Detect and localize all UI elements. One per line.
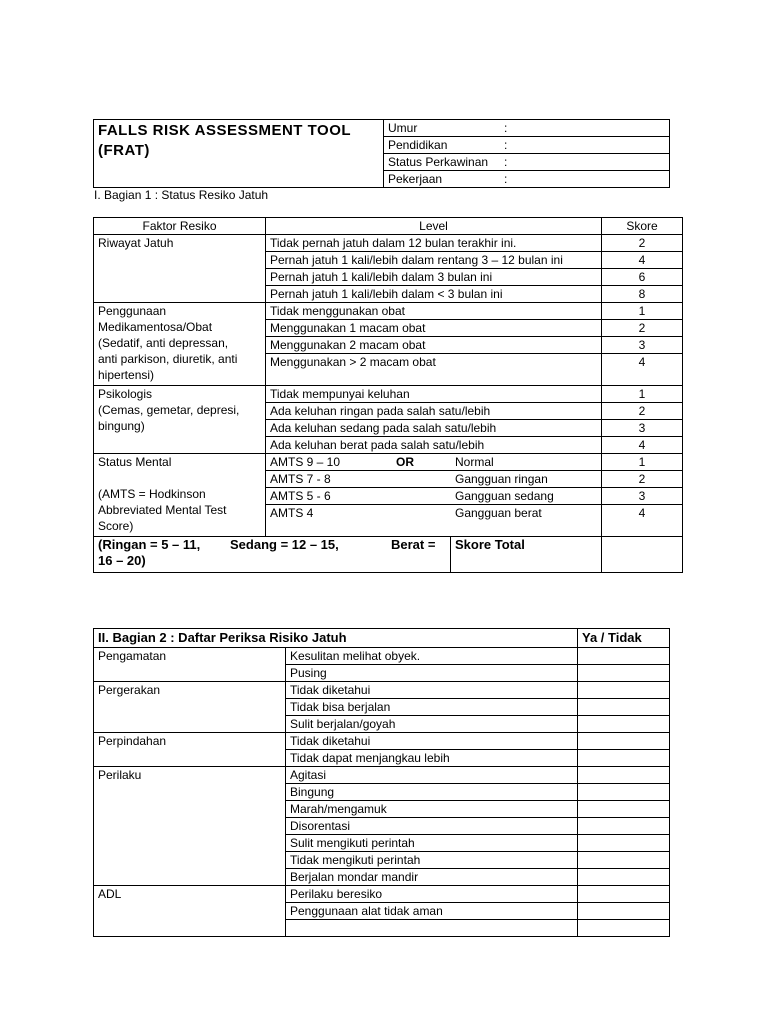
score-cell: 1 — [602, 303, 683, 320]
col-header-factor: Faktor Resiko — [94, 218, 266, 235]
checklist-item: Tidak dapat menjangkau lebih — [286, 750, 578, 767]
section1-heading: I. Bagian 1 : Status Resiko Jatuh — [94, 188, 269, 202]
checklist-answer-cell[interactable] — [578, 818, 670, 835]
checklist-item: Pusing — [286, 665, 578, 682]
score-cell: 2 — [602, 235, 683, 252]
score-range-legend: (Ringan = 5 – 11, Sedang = 12 – 15, Berat = 16 – 20) — [94, 537, 451, 573]
level-cell: Tidak pernah jatuh dalam 12 bulan terakhir ini. — [266, 235, 602, 252]
checklist-answer-cell[interactable] — [578, 733, 670, 750]
field-umur[interactable]: Umur : — [384, 120, 670, 137]
factor-cell: Psikologis (Cemas, gemetar, depresi, bingung) — [94, 386, 266, 454]
amts-cell: AMTS 7 - 8 Gangguan ringan — [266, 471, 602, 488]
form-subtitle: (FRAT) — [98, 142, 150, 159]
checklist-answer-cell[interactable] — [578, 835, 670, 852]
checklist-answer-cell[interactable] — [578, 784, 670, 801]
score-cell: 4 — [602, 252, 683, 269]
checklist-item: Sulit berjalan/goyah — [286, 716, 578, 733]
score-cell: 1 — [602, 386, 683, 403]
checklist-item: Agitasi — [286, 767, 578, 784]
checklist-item: Perilaku beresiko — [286, 886, 578, 903]
checklist-answer-cell[interactable] — [578, 886, 670, 903]
factor-cell: Riwayat Jatuh — [94, 235, 266, 303]
total-score-value[interactable] — [602, 537, 683, 573]
score-cell: 3 — [602, 420, 683, 437]
score-cell: 3 — [602, 488, 683, 505]
level-cell: Tidak mempunyai keluhan — [266, 386, 602, 403]
factor-cell: Status Mental (AMTS = Hodkinson Abbreviated Mental Test Score) — [94, 454, 266, 537]
checklist-answer-cell[interactable] — [578, 767, 670, 784]
level-cell: Menggunakan 1 macam obat — [266, 320, 602, 337]
checklist-item: Penggunaan alat tidak aman — [286, 903, 578, 920]
checklist-item: Kesulitan melihat obyek. — [286, 648, 578, 665]
level-cell: Pernah jatuh 1 kali/lebih dalam < 3 bulan ini — [266, 286, 602, 303]
score-cell: 4 — [602, 505, 683, 537]
risk-status-table — [93, 217, 683, 573]
score-cell: 2 — [602, 403, 683, 420]
checklist-item: Tidak diketahui — [286, 733, 578, 750]
level-cell: Tidak menggunakan obat — [266, 303, 602, 320]
checklist-category: Perpindahan — [94, 733, 286, 767]
fall-risk-checklist-table — [93, 628, 670, 937]
section2-heading: II. Bagian 2 : Daftar Periksa Risiko Jatuh — [94, 629, 578, 648]
score-cell: 4 — [602, 437, 683, 454]
amts-cell: AMTS 9 – 10 OR Normal — [266, 454, 602, 471]
field-pendidikan[interactable]: Pendidikan : — [384, 137, 670, 154]
checklist-item: Berjalan mondar mandir — [286, 869, 578, 886]
score-cell: 8 — [602, 286, 683, 303]
score-cell: 6 — [602, 269, 683, 286]
checklist-category: ADL — [94, 886, 286, 937]
col-header-level: Level — [266, 218, 602, 235]
col-header-answer: Ya / Tidak — [578, 629, 670, 648]
amts-cell: AMTS 5 - 6 Gangguan sedang — [266, 488, 602, 505]
checklist-answer-cell[interactable] — [578, 903, 670, 920]
header-table — [93, 119, 670, 188]
score-cell: 4 — [602, 354, 683, 386]
checklist-item: Tidak bisa berjalan — [286, 699, 578, 716]
score-cell: 2 — [602, 471, 683, 488]
checklist-item — [286, 920, 578, 937]
or-label: OR — [396, 455, 414, 469]
checklist-answer-cell[interactable] — [578, 665, 670, 682]
checklist-answer-cell[interactable] — [578, 699, 670, 716]
checklist-category: Pengamatan — [94, 648, 286, 682]
checklist-answer-cell[interactable] — [578, 869, 670, 886]
checklist-item: Marah/mengamuk — [286, 801, 578, 818]
level-cell: Menggunakan 2 macam obat — [266, 337, 602, 354]
checklist-answer-cell[interactable] — [578, 716, 670, 733]
score-cell: 3 — [602, 337, 683, 354]
checklist-answer-cell[interactable] — [578, 750, 670, 767]
form-title-cell — [94, 120, 384, 188]
checklist-category: Perilaku — [94, 767, 286, 886]
checklist-item: Tidak diketahui — [286, 682, 578, 699]
total-score-label: Skore Total — [451, 537, 602, 573]
score-cell: 1 — [602, 454, 683, 471]
checklist-answer-cell[interactable] — [578, 852, 670, 869]
checklist-answer-cell[interactable] — [578, 920, 670, 937]
checklist-answer-cell[interactable] — [578, 648, 670, 665]
form-title: FALLS RISK ASSESSMENT TOOL — [98, 122, 352, 139]
checklist-item: Disorentasi — [286, 818, 578, 835]
checklist-item: Sulit mengikuti perintah — [286, 835, 578, 852]
score-cell: 2 — [602, 320, 683, 337]
field-status-perkawinan[interactable]: Status Perkawinan : — [384, 154, 670, 171]
checklist-item: Tidak mengikuti perintah — [286, 852, 578, 869]
level-cell: Ada keluhan sedang pada salah satu/lebih — [266, 420, 602, 437]
checklist-category: Pergerakan — [94, 682, 286, 733]
field-pekerjaan[interactable]: Pekerjaan : — [384, 171, 670, 188]
checklist-answer-cell[interactable] — [578, 682, 670, 699]
amts-cell: AMTS 4 Gangguan berat — [266, 505, 602, 537]
level-cell: Ada keluhan berat pada salah satu/lebih — [266, 437, 602, 454]
col-header-score: Skore — [602, 218, 683, 235]
checklist-item: Bingung — [286, 784, 578, 801]
checklist-answer-cell[interactable] — [578, 801, 670, 818]
factor-cell: Penggunaan Medikamentosa/Obat (Sedatif, anti depressan, anti parkison, diuretik, anti hipertensi) — [94, 303, 266, 386]
level-cell: Pernah jatuh 1 kali/lebih dalam 3 bulan ini — [266, 269, 602, 286]
level-cell: Ada keluhan ringan pada salah satu/lebih — [266, 403, 602, 420]
level-cell: Pernah jatuh 1 kali/lebih dalam rentang 3 – 12 bulan ini — [266, 252, 602, 269]
level-cell: Menggunakan > 2 macam obat — [266, 354, 602, 386]
